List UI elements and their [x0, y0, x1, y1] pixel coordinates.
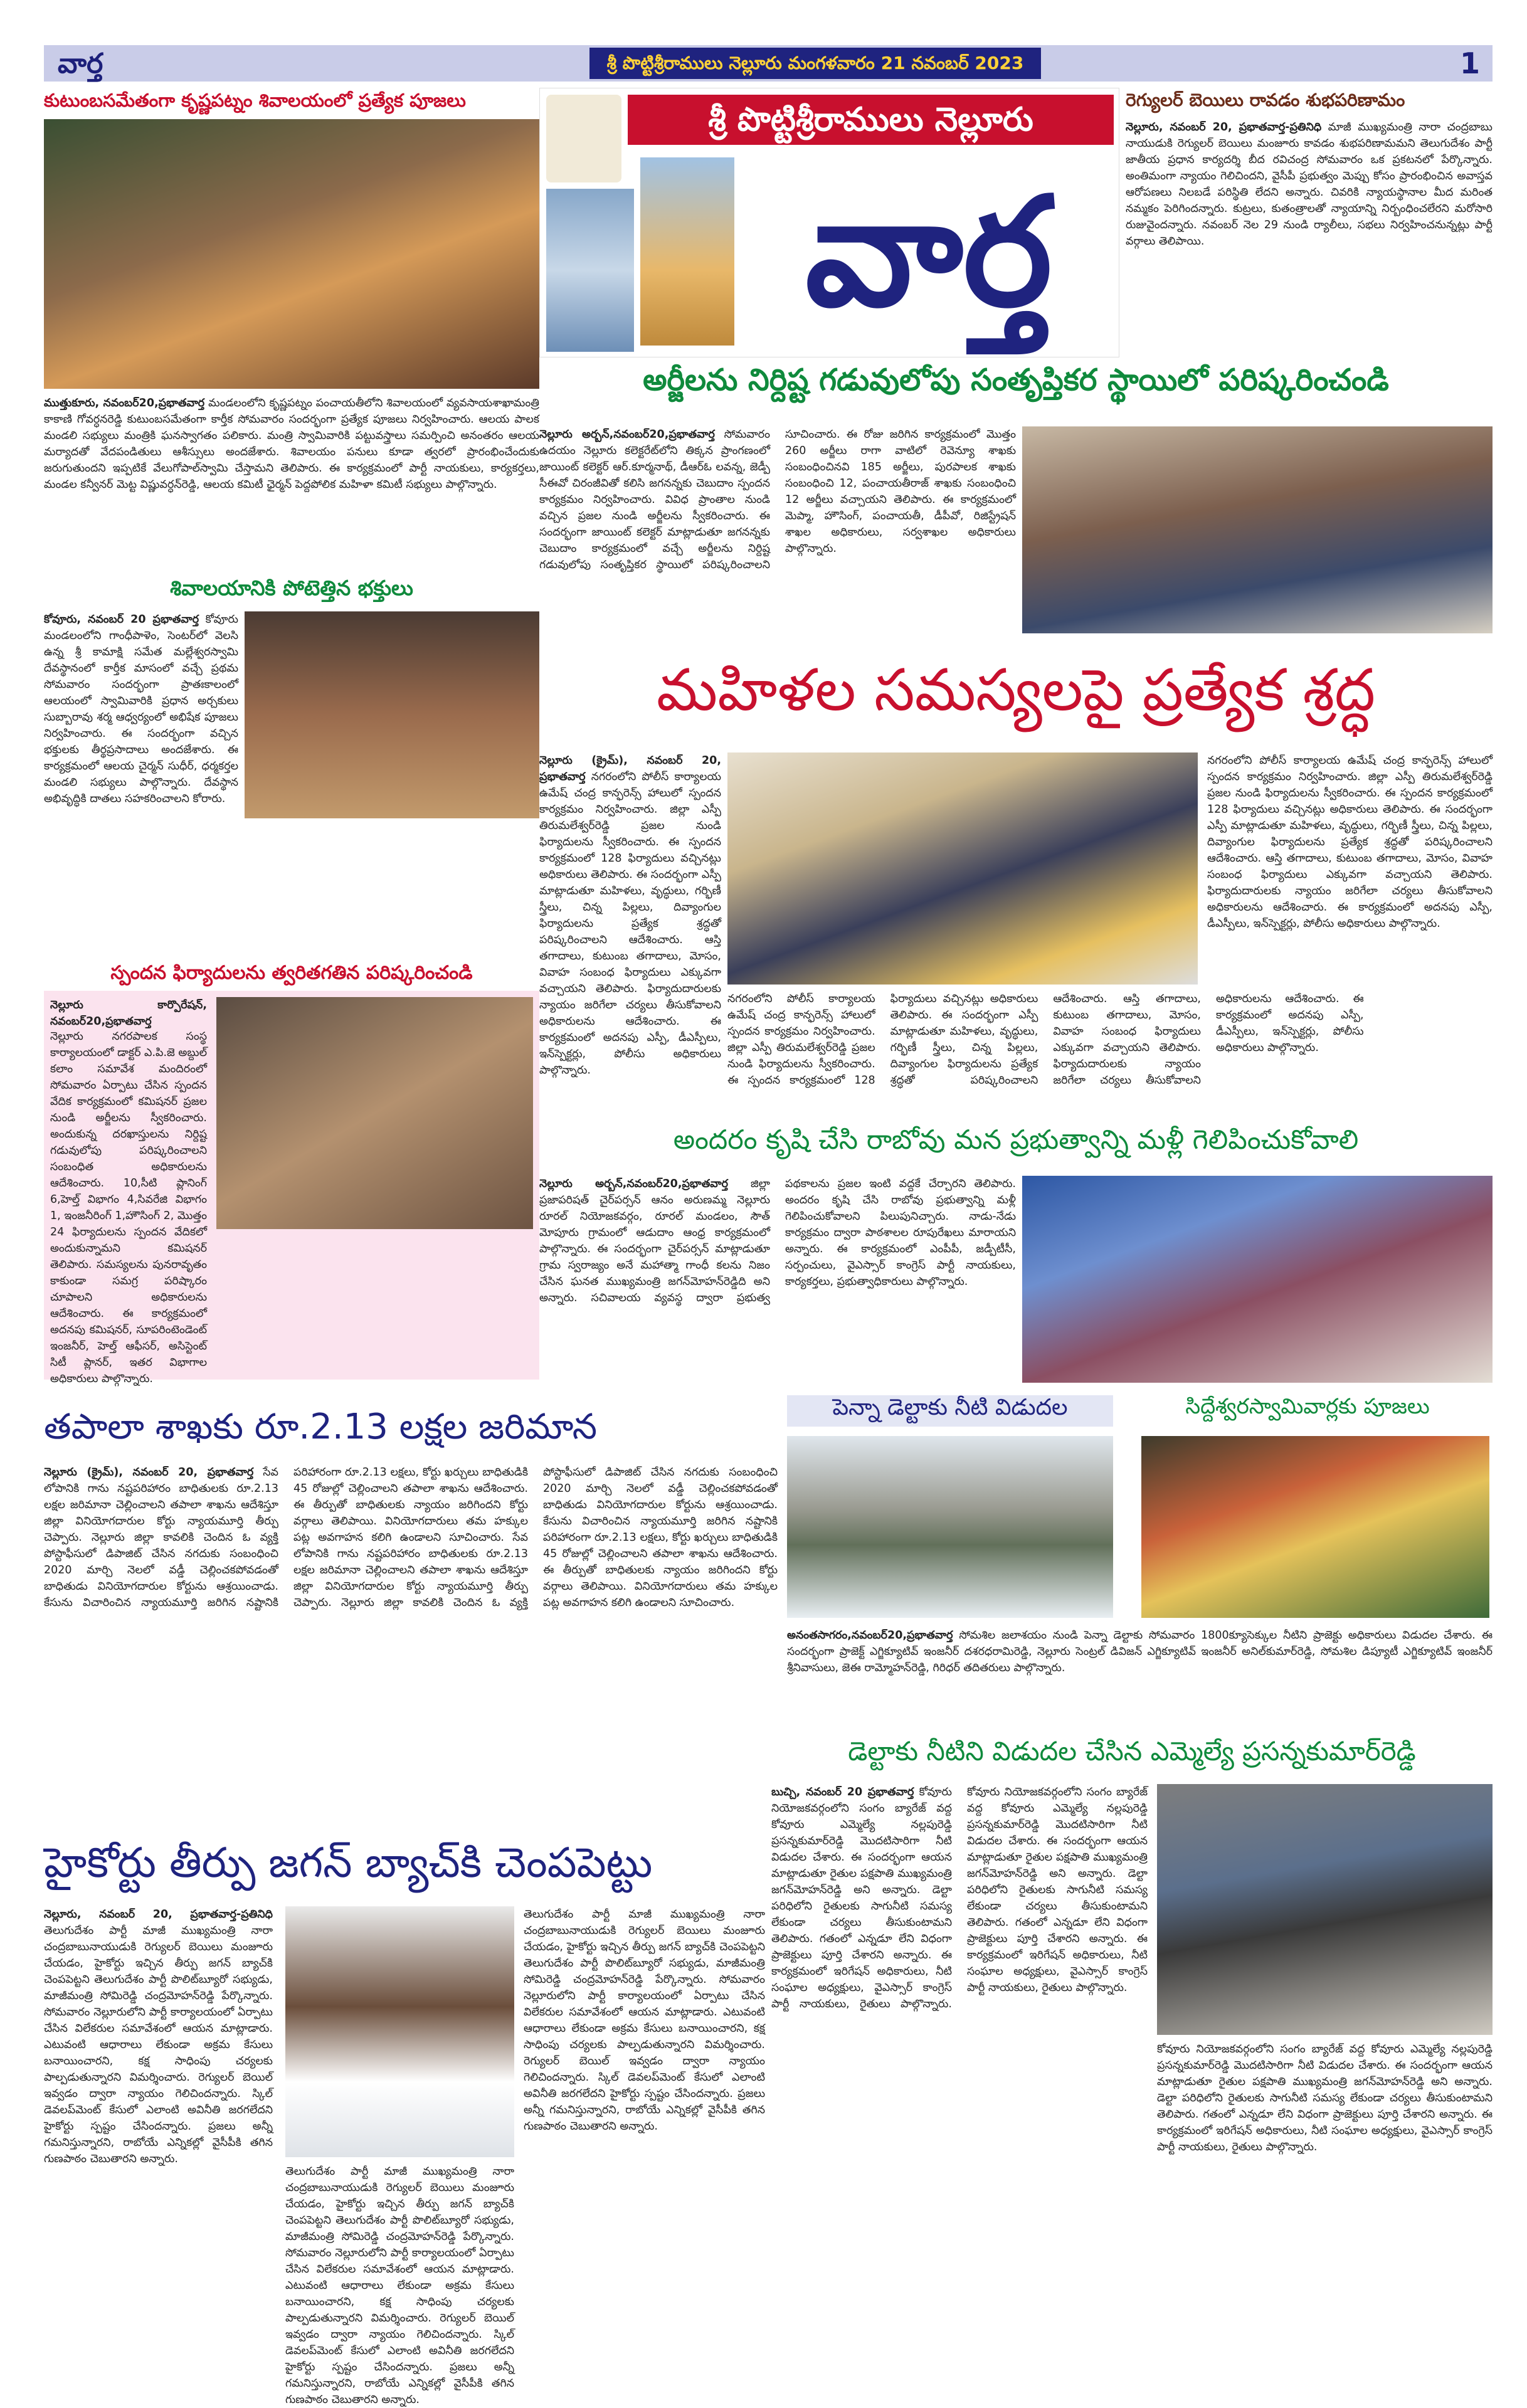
photo-penna-dam — [787, 1436, 1113, 1618]
story-andaram-body — [539, 1176, 1016, 1383]
top-bar — [44, 45, 1493, 82]
text-deltaku-3: కోవూరు నియోజకవర్గంలోని సంగం బ్యారేజ్ వద్ద కోవూరు ఎమ్మెల్యే నల్లపురెడ్డి ప్రసన్నకుమార్‌రెడ్డి మొదటిసారిగా నీటి విడుదల చేశారు. ఈ సందర్భంగా ఆయన మాట్లాడుతూ రైతుల పక్షపాతి ముఖ్యమంత్రి జగన్‌మోహన్‌రెడ్డి అని అన్నారు. డెల్టా పరిధిలోని రైతులకు సాగునీటి సమస్య లేకుండా చర్యలు తీసుకుంటామని తెలిపారు. గతంలో ఎన్నడూ లేని విధంగా ప్రాజెక్టులు పూర్తి చేశారని అన్నారు. ఈ కార్యక్రమంలో ఇరిగేషన్ అధికారులు, నీటి సంఘాల అధ్యక్షులు, వైఎస్సార్ కాంగ్రెస్ పార్టీ నాయకులు, రైతులు పాల్గొన్నారు. — [1157, 2043, 1493, 2153]
dateline-shivalayam: కోవూరు, నవంబర్ 20 ప్రభాతవార్త — [44, 613, 199, 626]
headline-spandana: స్పందన ఫిర్యాదులను త్వరితగతిన పరిష్కరించండి — [110, 962, 473, 984]
masthead-box — [539, 88, 1119, 357]
text-mahilala: నగరంలోని పోలీస్ కార్యాలయ ఉమేష్ చంద్ర కాన్ఫరెన్స్ హాలులో స్పందన కార్యక్రమం నిర్వహించారు. జిల్లా ఎస్పీ తిరుమలేశ్వర్‌రెడ్డి ప్రజల నుండి ఫిర్యాదులను స్వీకరించారు. ఈ స్పందన కార్యక్రమంలో 128 ఫిర్యాదులు వచ్చినట్లు అధికారులు తెలిపారు. ఈ సందర్భంగా ఎస్పీ మాట్లాడుతూ మహిళలు, వృద్ధులు, గర్భిణీ స్త్రీలు, చిన్న పిల్లలు, దివ్యాంగుల ఫిర్యాదులను ప్రత్యేక శ్రద్ధతో పరిష్కరించాలని ఆదేశించారు. ఆస్తి తగాదాలు, కుటుంబ తగాదాలు, మోసం, వివాహ సంబంధ ఫిర్యాదులు ఎక్కువగా వచ్చాయని తెలిపారు. ఫిర్యాదుదారులకు న్యాయం జరిగేలా చర్యలు తీసుకోవాలని అధికారులను ఆదేశించారు. ఈ కార్యక్రమంలో అదనపు ఎస్పీ, డీఎస్పీలు, ఇన్‌స్పెక్టర్లు, పోలీసు అధికారులు పాల్గొన్నారు. — [539, 771, 721, 1077]
text-regular-bail: మాజీ ముఖ్యమంత్రి నారా చంద్రబాబు నాయుడుకి రెగ్యులర్ బెయిలు మంజూరు కావడం శుభపరిణామమని తెలుగుదేశం పార్టీ జాతీయ ప్రధాన కార్యదర్శి బీద రవిచంద్ర సోమవారం ఒక ప్రకటనలో పేర్కొన్నారు. అంతిమంగా న్యాయం గెలిచిందని, వైసీపీ ప్రభుత్వం మెప్పు కోసం ప్రారంభించిన అవాస్తవ ఆరోపణలు నిలబడే పరిస్థితి లేదని అన్నారు. చివరికి న్యాయస్థానాల మీద మరింత నమ్మకం పెరిగిందన్నారు. కుట్రలు, కుతంత్రాలతో న్యాయాన్ని నిర్బంధించలేరని మరోసారి రుజువైందన్నారు. నవంబర్ నెల 29 నుండి ర్యాలీలు, సభలు నిర్వహించనున్నట్లు పార్టీ వర్గాలు తెలిపాయి. — [1126, 121, 1493, 248]
story-highcourt-body-1 — [44, 1906, 273, 2298]
dateline-regular-bail: నెల్లూరు, నవంబర్ 20, ప్రభాతవార్త-ప్రతినిధి — [1126, 121, 1322, 134]
dateline-kuttumba: ముత్తుకూరు, నవంబర్20,ప్రభాతవార్త — [44, 397, 205, 409]
dateline-deltaku: బుచ్చి, నవంబర్ 20 ప్రభాతవార్త — [771, 1786, 914, 1798]
text-highcourt: తెలుగుదేశం పార్టీ మాజీ ముఖ్యమంత్రి నారా చంద్రబాబునాయుడుకి రెగ్యులర్ బెయిలు మంజూరు చేయడం, హైకోర్టు ఇచ్చిన తీర్పు జగన్ బ్యాచ్‌కి చెంపపెట్టని తెలుగుదేశం పార్టీ పొలిట్‌బ్యూరో సభ్యుడు, మాజీమంత్రి సోమిరెడ్డి చంద్రమోహన్‌రెడ్డి పేర్కొన్నారు. సోమవారం నెల్లూరులోని పార్టీ కార్యాలయంలో ఏర్పాటు చేసిన విలేకరుల సమావేశంలో ఆయన మాట్లాడారు. ఎటువంటి ఆధారాలు లేకుండా అక్రమ కేసులు బనాయించారని, కక్ష సాధింపు చర్యలకు పాల్పడుతున్నారని విమర్శించారు. రెగ్యులర్ బెయిల్ ఇవ్వడం ద్వారా న్యాయం గెలిచిందన్నారు. స్కిల్ డెవలప్‌మెంట్ కేసులో ఎలాంటి అవినీతి జరగలేదని హైకోర్టు స్పష్టం చేసిందన్నారు. ప్రజలు అన్నీ గమనిస్తున్నారని, రాబోయే ఎన్నికల్లో వైసీపీకి తగిన గుణపాఠం చెబుతారని అన్నారు. — [44, 1925, 273, 2165]
text-deltaku: కోవూరు నియోజకవర్గంలోని సంగం బ్యారేజ్ వద్ద కోవూరు ఎమ్మెల్యే నల్లపురెడ్డి ప్రసన్నకుమార్‌రెడ్డి మొదటిసారిగా నీటి విడుదల చేశారు. ఈ సందర్భంగా ఆయన మాట్లాడుతూ రైతుల పక్షపాతి ముఖ్యమంత్రి జగన్‌మోహన్‌రెడ్డి అని అన్నారు. డెల్టా పరిధిలోని రైతులకు సాగునీటి సమస్య లేకుండా చర్యలు తీసుకుంటామని తెలిపారు. గతంలో ఎన్నడూ లేని విధంగా ప్రాజెక్టులు పూర్తి చేశారని అన్నారు. ఈ కార్యక్రమంలో ఇరిగేషన్ అధికారులు, నీటి సంఘాల అధ్యక్షులు, వైఎస్సార్ కాంగ్రెస్ పార్టీ నాయకులు, రైతులు పాల్గొన్నారు. — [771, 1786, 952, 2010]
story-kuttumba-body — [44, 395, 539, 539]
text-spandana: నెల్లూరు నగరపాలక సంస్థ కార్యాలయంలో డాక్టర్ ఎ.పి.జె అబ్దుల్ కలాం సమావేశ మందిరంలో సోమవారం ఏర్పాటు చేసిన స్పందన వేదిక కార్యక్రమంలో కమిషనర్ ప్రజల నుండి అర్జీలను స్వీకరించారు. అందుకున్న దరఖాస్తులను నిర్దిష్ట గడువులోపు పరిష్కరించాలని సంబంధిత అధికారులను ఆదేశించారు. 10,సీటి ప్లానింగ్ 6,హెల్త్ విభాగం 4,సివరేజి విభాగం 1, ఇంజనీరింగ్ 1,హౌసింగ్ 2, మొత్తం 24 ఫిర్యాదులను స్పందన వేదికలో అందుకున్నామని కమిషనర్ తెలిపారు. సమస్యలను పునరావృతం కాకుండా సమగ్ర పరిష్కారం చూపాలని అధికారులను ఆదేశించారు. ఈ కార్యక్రమంలో అదనపు కమిషనర్, సూపరింటెండెంట్ ఇంజనీర్, హెల్త్ ఆఫీసర్, అసిస్టెంట్ సిటీ ప్లానర్, ఇతర విభాగాల అధికారులు పాల్గొన్నారు. — [50, 1030, 207, 1385]
story-penna-body — [787, 1627, 1493, 1734]
headline-mahilala: మహిళల సమస్యలపై ప్రత్యేక శ్రద్ధ — [656, 657, 1376, 724]
text-andaram: జిల్లా ప్రజాపరిషత్ చైర్‌పర్సన్ ఆనం అరుణమ్మ నెల్లూరు రూరల్ నియోజకవర్గం, రూరల్ మండలం, సౌత్ మోపూరు గ్రామంలో ఆడుదాం ఆంధ్ర కార్యక్రమంలో పాల్గొన్నారు. ఈ సందర్భంగా చైర్‌పర్సన్ మాట్లాడుతూ గ్రామ స్వరాజ్యం అనే మహాత్మా గాంధీ కలను నిజం చేసిన ఘనత ముఖ్యమంత్రి జగన్‌మోహన్‌రెడ్డిది అని అన్నారు. సచివాలయ వ్యవస్థ ద్వారా ప్రభుత్వ పథకాలను ప్రజల ఇంటి వద్దకే చేర్చారని తెలిపారు. అందరం కృషి చేసి రాబోవు ప్రభుత్వాన్ని మళ్లీ గెలిపించుకోవాలని పిలుపునిచ్చారు. నాడు-నేడు కార్యక్రమం ద్వారా పాఠశాలల రూపురేఖలు మారాయని అన్నారు. ఈ కార్యక్రమంలో ఎంపీపీ, జడ్పీటీసీ, సర్పంచులు, వైఎస్సార్ కాంగ్రెస్ పార్టీ నాయకులు, కార్యకర్తలు, ప్రభుత్వాధికారులు పాల్గొన్నారు. — [539, 1178, 1016, 1304]
text-kuttumba: మండలంలోని కృష్ణపట్నం పంచాయతీలోని శివాలయంలో వ్యవసాయశాఖామంత్రి కాకాణి గోవర్ధనరెడ్డి కుటుంబసమేతంగా కార్తీక సోమవారం సందర్భంగా ప్రత్యేక పూజలు నిర్వహించారు. ఆలయ పాలక మండలి సభ్యులు మంత్రికి ఘనస్వాగతం పలికారు. మంత్రి స్వామివారికి పట్టువస్త్రాలు సమర్పించి అనంతరం ఆలయ మర్యాదతో వేదపండితులు ఆశీస్సులు అందజేశారు. శివాలయం పనులు కూడా త్వరలో ప్రారంభించేందుకు జరుగుతుందని ఇప్పటికే వేలుగోపాల్‌స్వామి చేస్తామని తెలిపారు. ఈ కార్యక్రమంలో పార్టీ నాయకులు, కార్యకర్తలు, మండల కన్వీనర్ మెట్ట విష్ణువర్ధన్‌రెడ్డి, ఆలయ కమిటీ ఛైర్మన్ పెద్దపోలిక మహిళా కమిటీ సభ్యులు పాల్గొన్నారు. — [44, 397, 539, 491]
text-highcourt-2: తెలుగుదేశం పార్టీ మాజీ ముఖ్యమంత్రి నారా చంద్రబాబునాయుడుకి రెగ్యులర్ బెయిలు మంజూరు చేయడం, హైకోర్టు ఇచ్చిన తీర్పు జగన్ బ్యాచ్‌కి చెంపపెట్టని తెలుగుదేశం పార్టీ పొలిట్‌బ్యూరో సభ్యుడు, మాజీమంత్రి సోమిరెడ్డి చంద్రమోహన్‌రెడ్డి పేర్కొన్నారు. సోమవారం నెల్లూరులోని పార్టీ కార్యాలయంలో ఏర్పాటు చేసిన విలేకరుల సమావేశంలో ఆయన మాట్లాడారు. ఎటువంటి ఆధారాలు లేకుండా అక్రమ కేసులు బనాయించారని, కక్ష సాధింపు చర్యలకు పాల్పడుతున్నారని విమర్శించారు. రెగ్యులర్ బెయిల్ ఇవ్వడం ద్వారా న్యాయం గెలిచిందన్నారు. స్కిల్ డెవలప్‌మెంట్ కేసులో ఎలాంటి అవినీతి జరగలేదని హైకోర్టు స్పష్టం చేసిందన్నారు. ప్రజలు అన్నీ గమనిస్తున్నారని, రాబోయే ఎన్నికల్లో వైసీపీకి తగిన గుణపాఠం చెబుతారని అన్నారు. — [285, 2165, 514, 2406]
headline-andaram: అందరం కృషి చేసి రాబోవు మన ప్రభుత్వాన్ని మళ్లీ గెలిపించుకోవాలి — [673, 1124, 1359, 1156]
story-deltaku-body — [771, 1784, 1148, 2298]
headline-siddeswara: సిద్దేశ్వరస్వామివార్లకు పూజలు — [1185, 1394, 1430, 1419]
photo-puja — [44, 119, 539, 389]
headline-regular-bail: రెగ్యులర్ బెయిలు రావడం శుభపరిణామం — [1126, 90, 1405, 110]
headline-shivalayam: శివాలయానికి పోటెత్తిన భక్తులు — [170, 576, 413, 600]
headline-deltaku: డెల్టాకు నీటిని విడుదల చేసిన ఎమ్మెల్యే ప్రసన్నకుమార్‌రెడ్డి — [848, 1736, 1416, 1766]
landmark-collage — [546, 189, 634, 352]
brand-logo: వార్త — [805, 163, 1052, 340]
text-deltaku-2: కోవూరు నియోజకవర్గంలోని సంగం బ్యారేజ్ వద్ద కోవూరు ఎమ్మెల్యే నల్లపురెడ్డి ప్రసన్నకుమార్‌రెడ్డి మొదటిసారిగా నీటి విడుదల చేశారు. ఈ సందర్భంగా ఆయన మాట్లాడుతూ రైతుల పక్షపాతి ముఖ్యమంత్రి జగన్‌మోహన్‌రెడ్డి అని అన్నారు. డెల్టా పరిధిలోని రైతులకు సాగునీటి సమస్య లేకుండా చర్యలు తీసుకుంటామని తెలిపారు. గతంలో ఎన్నడూ లేని విధంగా ప్రాజెక్టులు పూర్తి చేశారని అన్నారు. ఈ కార్యక్రమంలో ఇరిగేషన్ అధికారులు, నీటి సంఘాల అధ్యక్షులు, వైఎస్సార్ కాంగ్రెస్ పార్టీ నాయకులు, రైతులు పాల్గొన్నారు. — [967, 1786, 1148, 1994]
dateline-spandana: నెల్లూరు కార్పొరేషన్, నవంబర్20,ప్రభాతవార్త — [50, 999, 207, 1028]
text-tapala: సేవ లోపానికి గాను నష్టపరిహారం బాధితులకు రూ.2.13 లక్షల జరిమానా చెల్లించాలని తపాలా శాఖను ఆదేశిస్తూ జిల్లా వినియోగదారుల కోర్టు న్యాయమూర్తి తీర్పు చెప్పారు. నెల్లూరు జిల్లా కావలికి చెందిన ఓ వ్యక్తి పోస్టాఫీసులో డిపాజిట్ చేసిన నగదుకు సంబంధించి 2020 మార్చి నెలలో వడ్డీ చెల్లించకపోవడంతో బాధితుడు వినియోగదారుల కోర్టును ఆశ్రయించాడు. కేసును విచారించిన న్యాయమూర్తి జరిగిన నష్టానికి పరిహారంగా రూ.2.13 లక్షలు, కోర్టు ఖర్చులు బాధితుడికి 45 రోజుల్లో చెల్లించాలని తపాలా శాఖను ఆదేశించారు. ఈ తీర్పుతో బాధితులకు న్యాయం జరిగిందని కోర్టు వర్గాలు తెలిపాయి. వినియోగదారులు తమ హక్కుల పట్ల అవగాహన కలిగి ఉండాలని సూచించారు. — [44, 1466, 528, 1609]
headline-highcourt: హైకోర్టు తీర్పు జగన్ బ్యాచ్‌కి చెంపపెట్టు — [44, 1839, 653, 1887]
portrait-icon — [546, 95, 621, 182]
text-highcourt-3: తెలుగుదేశం పార్టీ మాజీ ముఖ్యమంత్రి నారా చంద్రబాబునాయుడుకి రెగ్యులర్ బెయిలు మంజూరు చేయడం, హైకోర్టు ఇచ్చిన తీర్పు జగన్ బ్యాచ్‌కి చెంపపెట్టని తెలుగుదేశం పార్టీ పొలిట్‌బ్యూరో సభ్యుడు, మాజీమంత్రి సోమిరెడ్డి చంద్రమోహన్‌రెడ్డి పేర్కొన్నారు. సోమవారం నెల్లూరులోని పార్టీ కార్యాలయంలో ఏర్పాటు చేసిన విలేకరుల సమావేశంలో ఆయన మాట్లాడారు. ఎటువంటి ఆధారాలు లేకుండా అక్రమ కేసులు బనాయించారని, కక్ష సాధింపు చర్యలకు పాల్పడుతున్నారని విమర్శించారు. రెగ్యులర్ బెయిల్ ఇవ్వడం ద్వారా న్యాయం గెలిచిందన్నారు. స్కిల్ డెవలప్‌మెంట్ కేసులో ఎలాంటి అవినీతి జరగలేదని హైకోర్టు స్పష్టం చేసిందన్నారు. ప్రజలు అన్నీ గమనిస్తున్నారని, రాబోయే ఎన్నికల్లో వైసీపీకి తగిన గుణపాఠం చెబుతారని అన్నారు. — [524, 1908, 765, 2133]
story-highcourt-body-2 — [285, 2163, 514, 2406]
story-regular-bail-body — [1126, 119, 1493, 357]
dateline-andaram: నెల్లూరు అర్బన్,నవంబర్20,ప్రభాతవార్త — [539, 1178, 729, 1190]
paper-logo: వార్త — [58, 48, 103, 80]
dateline-mahilala: నెల్లూరు (క్రైమ్), నవంబర్ 20, ప్రభాతవార్త — [539, 754, 721, 783]
headline-penna: పెన్నా డెల్టాకు నీటి విడుదల — [787, 1395, 1113, 1427]
dateline-highcourt: నెల్లూరు, నవంబర్ 20, ప్రభాతవార్త-ప్రతినిధి — [44, 1908, 273, 1921]
story-tapala-body — [44, 1464, 778, 1828]
text-tapala-2: సేవ లోపానికి గాను నష్టపరిహారం బాధితులకు రూ.2.13 లక్షల జరిమానా చెల్లించాలని తపాలా శాఖను ఆదేశిస్తూ జిల్లా వినియోగదారుల కోర్టు న్యాయమూర్తి తీర్పు చెప్పారు. నెల్లూరు జిల్లా కావలికి చెందిన ఓ వ్యక్తి పోస్టాఫీసులో డిపాజిట్ చేసిన నగదుకు సంబంధించి 2020 మార్చి నెలలో వడ్డీ చెల్లించకపోవడంతో బాధితుడు వినియోగదారుల కోర్టును ఆశ్రయించాడు. కేసును విచారించిన న్యాయమూర్తి జరిగిన నష్టానికి పరిహారంగా రూ.2.13 లక్షలు, కోర్టు ఖర్చులు బాధితుడికి 45 రోజుల్లో చెల్లించాలని తపాలా శాఖను ఆదేశించారు. ఈ తీర్పుతో బాధితులకు న్యాయం జరిగిందని కోర్టు వర్గాలు తెలిపాయి. వినియోగదారులు తమ హక్కుల పట్ల అవగాహన కలిగి ఉండాలని సూచించారు. — [293, 1466, 778, 1609]
dateline-penna: అనంతసాగరం,నవంబర్20,ప్రభాతవార్త — [787, 1629, 953, 1642]
story-shivalayam-body — [44, 611, 238, 950]
dateline-tapala: నెల్లూరు (క్రైమ్), నవంబర్ 20, ప్రభాతవార్త — [44, 1466, 254, 1479]
photo-devotees — [245, 611, 539, 818]
dateline: శ్రీ పొట్టిశ్రీరాములు నెల్లూరు మంగళవారం 21 నవంబర్ 2023 — [589, 48, 1041, 79]
story-deltaku-body-2 — [1157, 2041, 1493, 2298]
edition-title: శ్రీ పొట్టిశ్రీరాములు నెల్లూరు — [628, 95, 1114, 145]
story-mahilala-body-1 — [539, 752, 721, 1077]
story-arjeelu-body — [539, 426, 1016, 633]
text-penna: సోమశిల జలాశయం నుండి పెన్నా డెల్టాకు సోమవారం 1800క్యూసెక్కుల నీటిని ప్రాజెక్టు అధికారులు విడుదల చేశారు. ఈ సందర్భంగా ప్రాజెక్ట్ ఎగ్జిక్యూటివ్ ఇంజనీర్ దశరధరామిరెడ్డి, నెల్లూరు సెంట్రల్ డివిజన్ ఎగ్జిక్యూటివ్ ఇంజనీర్ అనిల్‌కుమార్‌రెడ్డి, సోమశిల డిప్యూటీ ఎగ్జిక్యూటివ్ ఇంజనీర్ శ్రీనివాసులు, జెఈ రామ్మోహన్‌రెడ్డి, గిరిధర్ తదితరులు పాల్గొన్నారు. — [787, 1629, 1493, 1674]
headline-arjeelu: అర్జీలను నిర్దిష్ట గడువులోపు సంతృప్తికర స్థాయిలో పరిష్కరించండి — [643, 362, 1389, 398]
dateline-arjeelu: నెల్లూరు అర్బన్,నవంబర్20,ప్రభాతవార్త — [539, 428, 715, 441]
headline-tapala: తపాలా శాఖకు రూ.2.13 లక్షల జరిమాన — [44, 1407, 598, 1447]
story-highcourt-body-3 — [524, 1906, 765, 2298]
photo-deltaku — [1157, 1784, 1493, 2035]
temple-gopuram — [640, 157, 734, 346]
photo-somireddy — [285, 1906, 514, 2157]
text-mahilala-2: నగరంలోని పోలీస్ కార్యాలయ ఉమేష్ చంద్ర కాన్ఫరెన్స్ హాలులో స్పందన కార్యక్రమం నిర్వహించారు. జిల్లా ఎస్పీ తిరుమలేశ్వర్‌రెడ్డి ప్రజల నుండి ఫిర్యాదులను స్వీకరించారు. ఈ స్పందన కార్యక్రమంలో 128 ఫిర్యాదులు వచ్చినట్లు అధికారులు తెలిపారు. ఈ సందర్భంగా ఎస్పీ మాట్లాడుతూ మహిళలు, వృద్ధులు, గర్భిణీ స్త్రీలు, చిన్న పిల్లలు, దివ్యాంగుల ఫిర్యాదులను ప్రత్యేక శ్రద్ధతో పరిష్కరించాలని ఆదేశించారు. ఆస్తి తగాదాలు, కుటుంబ తగాదాలు, మోసం, వివాహ సంబంధ ఫిర్యాదులు ఎక్కువగా వచ్చాయని తెలిపారు. ఫిర్యాదుదారులకు న్యాయం జరిగేలా చర్యలు తీసుకోవాలని అధికారులను ఆదేశించారు. ఈ కార్యక్రమంలో అదనపు ఎస్పీ, డీఎస్పీలు, ఇన్‌స్పెక్టర్లు, పోలీసు అధికారులు పాల్గొన్నారు. — [1207, 754, 1493, 930]
photo-mahilala — [727, 752, 1198, 985]
story-mahilala-body-3 — [727, 991, 1364, 1104]
photo-andaram — [1022, 1176, 1493, 1383]
headline-kuttumba: కుటుంబసమేతంగా కృష్ణపట్నం శివాలయంలో ప్రత్యేక పూజలు — [44, 90, 466, 111]
text-mahilala-3: నగరంలోని పోలీస్ కార్యాలయ ఉమేష్ చంద్ర కాన్ఫరెన్స్ హాలులో స్పందన కార్యక్రమం నిర్వహించారు. జిల్లా ఎస్పీ తిరుమలేశ్వర్‌రెడ్డి ప్రజల నుండి ఫిర్యాదులను స్వీకరించారు. ఈ స్పందన కార్యక్రమంలో 128 ఫిర్యాదులు వచ్చినట్లు అధికారులు తెలిపారు. ఈ సందర్భంగా ఎస్పీ మాట్లాడుతూ మహిళలు, వృద్ధులు, గర్భిణీ స్త్రీలు, చిన్న పిల్లలు, దివ్యాంగుల ఫిర్యాదులను ప్రత్యేక శ్రద్ధతో పరిష్కరించాలని ఆదేశించారు. ఆస్తి తగాదాలు, కుటుంబ తగాదాలు, మోసం, వివాహ సంబంధ ఫిర్యాదులు ఎక్కువగా వచ్చాయని తెలిపారు. ఫిర్యాదుదారులకు న్యాయం జరిగేలా చర్యలు తీసుకోవాలని అధికారులను ఆదేశించారు. ఈ కార్యక్రమంలో అదనపు ఎస్పీ, డీఎస్పీలు, ఇన్‌స్పెక్టర్లు, పోలీసు అధికారులు పాల్గొన్నారు. — [727, 993, 1364, 1087]
text-arjeelu: సోమవారం ఉదయం నెల్లూరు కలెక్టరేట్‌లోని తిక్కన ప్రాంగణంలో జాయింట్ కలెక్టర్ ఆర్.కూర్మనాథ్, డీఆర్‌ఓ లవన్న, జెడ్పీ సీఈవో చిరంజీవితో కలిసి జగనన్నకు చెబుదాం స్పందన కార్యక్రమం నిర్వహించారు. వివిధ ప్రాంతాల నుండి వచ్చిన ప్రజల నుండి అర్జీలను స్వీకరించారు. ఈ సందర్భంగా జాయింట్ కలెక్టర్ మాట్లాడుతూ జగనన్నకు చెబుదాం కార్యక్రమంలో వచ్చే అర్జీలను నిర్దిష్ట గడువులోపు సంతృప్తికర స్థాయిలో పరిష్కరించాలని సూచించారు. ఈ రోజు జరిగిన కార్యక్రమంలో మొత్తం 260 అర్జీలు రాగా వాటిలో రెవెన్యూ శాఖకు సంబంధించినవి 185 అర్జీలు, పురపాలక శాఖకు సంబంధించి 12, పంచాయతీరాజ్ శాఖకు సంబంధించి 12 అర్జీలు వచ్చాయని తెలిపారు. ఈ కార్యక్రమంలో మెప్మా, హౌసింగ్, పంచాయతీ, డీపీవో, రిజిస్ట్రేషన్ శాఖల అధికారులు, సర్వశాఖల అధికారులు పాల్గొన్నారు. — [539, 428, 1016, 571]
story-spandana-body-2 — [50, 1028, 207, 1385]
photo-siddeswara — [1141, 1436, 1489, 1618]
photo-spandana — [216, 997, 533, 1229]
text-shivalayam: కోవూరు మండలంలోని గాంధీపాళెం, సెంటర్‌లో వెలసి ఉన్న శ్రీ కామాక్షి సమేత మల్లేశ్వరస్వామి దేవస్థానంలో కార్తీక మాసంలో వచ్చే ప్రథమ సోమవారం సందర్భంగా ప్రాతఃకాలంలో ఆలయంలో స్వామివారికి ప్రధాన అర్చకులు సుబ్బారావు శర్మ ఆధ్వర్యంలో అభిషేక పూజలు నిర్వహించారు. ఈ సందర్భంగా వచ్చిన భక్తులకు తీర్థప్రసాదాలు అందజేశారు. ఈ కార్యక్రమంలో ఆలయ చైర్మన్ సుధీర్, ధర్మకర్తల మండలి సభ్యులు పాల్గొన్నారు. దేవస్థాన అభివృద్ధికి దాతలు సహకరించాలని కోరారు. — [44, 613, 238, 805]
photo-arjeelu — [1022, 426, 1493, 633]
page-number: 1 — [1459, 46, 1480, 80]
